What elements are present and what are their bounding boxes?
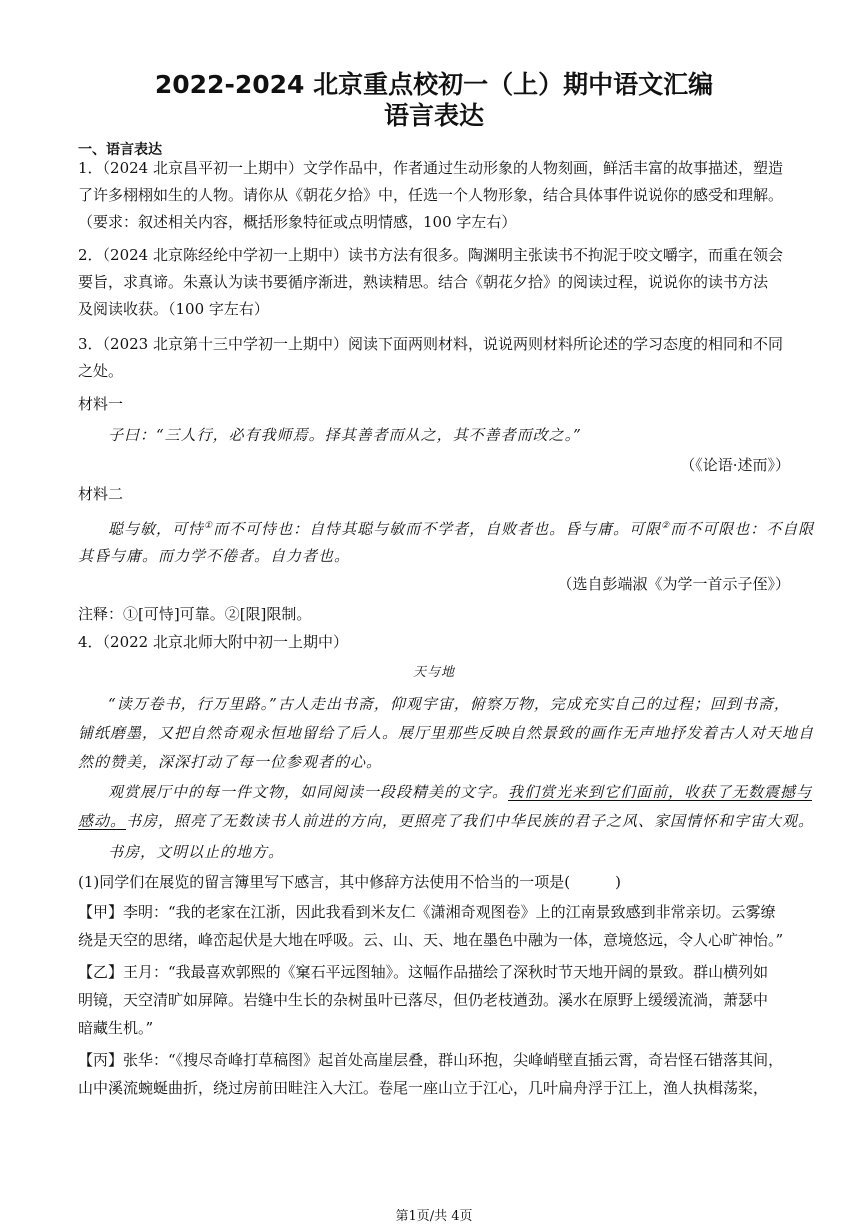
material-2-line-2: 其昏与庸。而力学不倦者。自力者也。 (78, 547, 351, 565)
material-1-source: （《论语·述而》） (680, 456, 790, 474)
material-2-source: （选自彭端淑《为学一首示子侄》） (557, 575, 790, 593)
document-title: 2022-2024 北京重点校初一（上）期中语文汇编 (154, 70, 714, 99)
option-b-line-1: 【乙】王月：“我最喜欢郭熙的《窠石平远图轴》。这幅作品描绘了深秋时节天地开阔的景致。群山横列如 (78, 963, 769, 981)
material-2-text-c: 而不可限也：不自限 (670, 520, 815, 538)
essay-p2-line-1 (78, 782, 813, 802)
q3-line-1: 3．（2023 北京第十三中学初一上期中）阅读下面两则材料，说说两则材料所论述的学习态度的相同和不同 (78, 335, 783, 353)
option-a-line-2: 绕是天空的思绪，峰峦起伏是大地在呼吸。云、山、天、地在墨色中融为一体，意境悠远，令人心旷神怡。” (78, 931, 784, 949)
q2-line-1: 2．（2024 北京陈经纶中学初一上期中）读书方法有很多。陶渊明主张读书不拘泥于咬文嚼字，而重在领会 (78, 246, 783, 264)
material-2-text-a: 聪与敏，可恃 (108, 520, 205, 538)
q2-line-2: 要旨，求真谛。朱熹认为读书要循序渐进，熟读精思。结合《朝花夕拾》的阅读过程，说说你的读书方法 (78, 273, 769, 291)
essay-p3: 书房，文明以止的地方。 (108, 843, 285, 861)
underlined-sentence-part-2: 感动。 (78, 812, 127, 830)
material-2-text-b: 而不可恃也：自恃其聪与敏而不学者，自败者也。昏与庸。可限 (213, 520, 662, 538)
essay-p1-line-2: 铺纸磨墨，又把自然奇观永恒地留给了后人。展厅里那些反映自然景致的画作无声地抒发着古人对天地自 (78, 724, 815, 742)
essay-p1-line-3: 然的赞美，深深打动了每一位参观者的心。 (78, 753, 383, 771)
q4-heading: 4．（2022 北京北师大附中初一上期中） (78, 633, 348, 651)
material-2-line-1 (78, 516, 815, 539)
annotation-note: 注释：①[可恃]可靠。②[限]限制。 (78, 605, 312, 623)
sub-question-1: (1)同学们在展览的留言簿里写下感言，其中修辞方法使用不恰当的一项是( ) (78, 873, 621, 891)
underlined-sentence-part-1: 我们赏光来到它们面前，收获了无数震撼与 (508, 783, 813, 801)
q2-line-3: 及阅读收获。（100 字左右） (78, 300, 269, 318)
material-1-label: 材料一 (78, 395, 124, 413)
section-heading: 一、语言表达 (78, 142, 162, 158)
page-number: 第1页/共 4页 (395, 1209, 473, 1224)
material-2-label: 材料二 (78, 485, 124, 503)
option-a-line-1: 【甲】李明：“我的老家在江浙，因此我看到米友仁《潇湘奇观图卷》上的江南景致感到非常亲切。云雾缭 (78, 903, 776, 921)
q3-line-2: 之处。 (78, 362, 124, 380)
essay-p2-line-2 (78, 811, 815, 831)
q1-line-2: 了许多栩栩如生的人物。请你从《朝花夕拾》中，任选一个人物形象，结合具体事件说说你的感受和理解。 (78, 186, 784, 204)
option-c-line-2: 山中溪流蜿蜒曲折，绕过房前田畦注入大江。卷尾一座山立于江心，几叶扁舟浮于江上，渔人执楫荡桨， (78, 1079, 769, 1097)
essay-p2-text: 观赏展厅中的每一件文物，如同阅读一段段精美的文字。 (108, 783, 509, 801)
essay-p2-text-rest: 书房，照亮了无数读书人前进的方向，更照亮了我们中华民族的君子之风、家国情怀和宇宙大观。 (126, 812, 815, 830)
footnote-mark-2: ② (661, 521, 671, 531)
essay-p1-line-1: “读万卷书，行万里路。”古人走出书斋，仰观宇宙，俯察万物，完成充实自己的过程；回到书斋， (108, 695, 790, 713)
document-subtitle: 语言表达 (383, 101, 484, 130)
q1-line-1: 1．（2024 北京昌平初一上期中）文学作品中，作者通过生动形象的人物刻画，鲜活丰富的故事描述，塑造 (78, 159, 783, 177)
option-b-line-3: 暗藏生机。” (78, 1019, 154, 1037)
essay-title: 天与地 (412, 665, 455, 680)
q1-line-3: （要求：叙述相关内容，概括形象特征或点明情感，100 字左右） (78, 213, 517, 231)
material-1-text: 子曰：“三人行，必有我师焉。择其善者而从之，其不善者而改之。” (108, 426, 582, 444)
option-b-line-2: 明镜，天空清旷如屏障。岩缝中生长的杂树虽叶已落尽，但仍老枝遒劲。溪水在原野上缓缓流淌，萧瑟中 (78, 991, 769, 1009)
footnote-mark-1: ① (204, 521, 214, 531)
option-c-line-1: 【丙】张华：“《搜尽奇峰打草稿图》起首处高崖层叠，群山环抱，尖峰峭壁直插云霄，奇岩怪石错落其间， (78, 1051, 784, 1069)
